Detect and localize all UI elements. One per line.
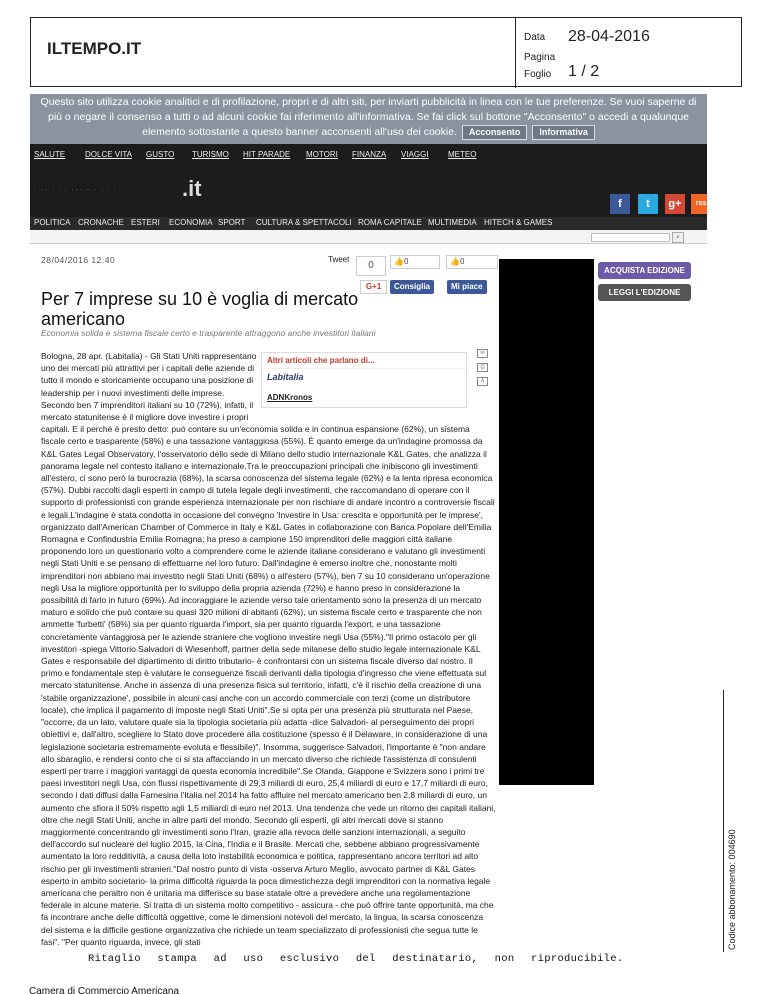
nav-esteri[interactable]: ESTERI bbox=[131, 218, 160, 227]
cookie-text: Questo sito utilizza cookie analitici e di profilazione, propri e di altri siti, per inviarti pubblicità in linea con le tue preferenze. Se vuoi saperne di più o negare il consenso a tutti o ad alcuni cookie fai riferimento all'informativa. Se fai click sul bottone "Acconsento" o accedi a qualunque elemento sottostante a questo banner acconsenti all'uso dei cookie. bbox=[40, 96, 697, 138]
article-body bbox=[41, 350, 496, 948]
site-logo[interactable] bbox=[33, 174, 205, 206]
fb-recommend-button[interactable]: Consiglia bbox=[390, 280, 434, 294]
source-organization: Camera di Commercio Americana bbox=[29, 986, 180, 994]
article-body-text: Bologna, 28 apr. (Labitalia) - Gli Stati Uniti rappresentano uno dei mercati più attrattivi per i capitali delle aziende di tutto il mondo e storicamente occupano una posizione di leadership per i nuovi investimenti delle imprese. Secondo ben 7 imprenditori italiani su 10 (72%), infatti, il mercato statunitense è il migliore dove investire i propri capitali. E il perché è presto detto: può contare su un'economia solida e in continua espansione (62%), un sistema fiscale certo e trasparente (58%) e una tassazione vantaggiosa (55%). È quanto emerge da un'indagine promossa da K&L Gates Legal Observatory, l'osservatorio dello sede di Milano dello studio internazionale K&L Gates, che analizza il panorama legale nel contesto italiano e internazionale.Tra le preoccupazioni principali che inibiscono gli investimenti all'estero, ci sono però la burocrazia (68%), la scarsa conoscenza del sistema legale (62%) e la lenta ripresa economica (57%). Dubbi raccolti dagli esperti in campo di tutela legale degli investimenti, che raccomandano di operare con il supporto di professionisti con grande esperienza internazionale per non rischiare di andare incontro a controversie fiscali e legali.L'indagine è stata condotta in occasione del convegno 'Investire in Usa: crescita e opportunità per le imprese', organizzato dall'American Chamber of Commerce in Italy e K&L Gates in collaborazione con Banca Popolare dell'Emilia Romagna e Confindustria Emilia Romagna; ha preso a campione 150 imprenditori delle maggiori città italiane proponendo loro un questionario volto a comprendere come le aziende italiane considerano e valutano gli investimenti negli Stati Uniti e se pensano di effettuarne nel loro futuro. Dall'indagine è emerso inoltre che, nonostante molti imprenditori non abbiano mai investito negli Stati Uniti (68%) o all'estero (57%), ben 7 su 10 considerano un'operazione negli Usa la migliore opportunità per lo sviluppo della propria azienda (72%) e hanno preso in considerazione la possibilità di farlo in futuro (69%). Ad incoraggiare le aziende verso tale orientamento sono la presenza di un mercato maturo e solido che può contare su quasi 320 milioni di abitanti (62%), un sistema fiscale certo e trasparente che non ammette 'furbetti' (58%) sia per quanto riguarda l'import, sia per quanto riguarda l'export, e una tassazione concretamente vantaggiosa per le aziende straniere che vogliono investire negli Usa (55%)."Il primo ostacolo per gli investitori -spiega Vittorio Salvadori di Wiesenhoff, partner della sede milanese dello studio legale internazionale K&L Gates e responsabile del dipartimento di diritto tributario- è confrontarsi con un sistema fiscale diverso dal nostro. Il primo e fondamentale step è valutare le conseguenze fiscali derivanti dalla tipologia d'ingresso che viene effettuata sul mercato statunitense. Anche in assenza di una presenza fisica sul territorio, infatti, c'è il rischio della creazione di una 'stabile organizzazione', possibile in alcuni casi anche con un accordo commerciale con terzi (come un distributore locale), che implica il pagamento di imposte negli Stati Uniti".Se si opta per una presenza più strutturata nel Paese, "occorre, da un lato, valutare quale sia la tipologia societaria più adatta -dice Salvadori- al perseguimento dei propri obiettivi e, dall'altro, scegliere lo Stato dove procedere alla costituzione (spesso è il Delaware, in considerazione di una legislazione societaria estremamente evoluta e flessibile)". Insomma, suggerisce Salvadori, l'importante è "non andare allo sbaraglio, e rendersi conto che ci si sta affacciando in un mercato diverso che richiede l'assistenza di consulenti esperti per trarre i maggiori vantaggi da questa economia incredibile".Se Olanda, Giappone e Svizzera sono i primi tre paesi investitori negli Usa, con flussi rispettivamente di 29,3 miliardi di euro, 25,4 miliardi di euro e 17,7 miliardi di euro, secondo i dati diffusi dalla Farnesina l'Italia nel 2014 ha fatto affluire nel mercato americano ben 2,8 miliardi di euro, un aumento che sfiora il 50% rispetto agli 1,5 miliardi di euro nel 2013. Una tendenza che vede un ritorno dei capitali italiani, oltre che negli Stati Uniti, anche in altre parti del mondo. Secondo gli esperti, gli altri mercati dove si stanno maggiormente concentrando gli investimenti sono l'Iran, grazie alla revoca delle sanzioni internazionali, a seguito dell'accordo sul nucleare del luglio 2015, la Cina, l'India e il Brasile. Mercati che, sebbene abbiano progressivamente aumentato la loro redditività, a causa della loto instabilità economica e politica, rappresentano ancora territori ad alto rischio per gli investimenti stranieri."Dal nostro punto di vista -osserva Arturo Meglio, avvocato partner di K&L Gates esperto in ambito societario- la prima difficoltà riguarda la poca dimestichezza degli imprenditori con la normativa legale americana che peraltro non è unitaria ma differisce su base statale oltre a prevedere anche una regolamentazione federale in alcune materie. Si tratta di un sistema molto competitivo - assicura - che può offrire tante opportunità, ma che fa incontrare anche delle difficoltà oggettive, come le dimensioni notevoli del mercato, la lingua, la scarsa conoscenza del sistema e la difficile gestione organizzativa che richiede un team specializzato di professionisti che segua tutte le fasi". "Per quanto riguarda, invece, gli stati bbox=[41, 351, 496, 947]
nav-hitech-games[interactable]: HITECH & GAMES bbox=[484, 218, 553, 227]
tweet-counter: 0 bbox=[356, 256, 386, 276]
divider bbox=[723, 690, 724, 952]
topnav-dolce-vita[interactable]: DOLCE VITA bbox=[85, 150, 132, 159]
search-icon[interactable]: ⌕ bbox=[672, 232, 684, 243]
like-count-2: 0 bbox=[459, 257, 465, 266]
logo-graphic: · ·· · ·· ··· · · ·· · bbox=[33, 184, 117, 194]
thumb-icon: 👍 bbox=[450, 257, 460, 266]
article-subtitle: Economia solida e sistema fiscale certo e trasparente attraggono anche investitori italiani bbox=[41, 328, 376, 338]
subscription-code: Codice abbonamento: 004690 bbox=[727, 829, 737, 950]
rss-icon[interactable]: rss bbox=[691, 194, 707, 214]
nav-politica[interactable]: POLITICA bbox=[34, 218, 71, 227]
like-counter-2[interactable] bbox=[446, 255, 498, 269]
nav-cultura-spettacoli[interactable]: CULTURA & SPETTACOLI bbox=[256, 218, 352, 227]
thumb-icon: 👍 bbox=[394, 257, 404, 266]
webpage-clipping bbox=[30, 94, 707, 950]
topnav-hit-parade[interactable]: HIT PARADE bbox=[243, 150, 291, 159]
document-header bbox=[30, 17, 742, 87]
topnav-meteo[interactable]: METEO bbox=[448, 150, 477, 159]
topnav-salute[interactable]: SALUTE bbox=[34, 150, 66, 159]
page-label: Pagina bbox=[524, 52, 556, 63]
topnav-turismo[interactable]: TURISMO bbox=[192, 150, 229, 159]
reproduction-disclaimer: Ritaglio stampa ad uso esclusivo del destinatario, non riproducibile. bbox=[88, 953, 624, 965]
section-nav bbox=[30, 217, 707, 230]
logo-suffix: .it bbox=[182, 176, 202, 201]
topnav-gusto[interactable]: GUSTO bbox=[146, 150, 175, 159]
cookie-banner bbox=[30, 94, 707, 144]
like-count-1: 0 bbox=[403, 257, 409, 266]
like-counter-1[interactable] bbox=[390, 255, 440, 269]
read-edition-button[interactable]: LEGGI L'EDIZIONE bbox=[598, 284, 691, 301]
sheet-value: 1 / 2 bbox=[568, 63, 600, 80]
related-item-labitalia[interactable]: Labitalia bbox=[267, 372, 304, 382]
article-headline: Per 7 imprese su 10 è voglia di mercato americano bbox=[41, 289, 359, 329]
nav-roma-capitale[interactable]: ROMA CAPITALE bbox=[358, 218, 422, 227]
google-plus-one-button[interactable]: G+1 bbox=[360, 280, 387, 294]
search-input[interactable] bbox=[591, 233, 670, 242]
sheet-label: Foglio bbox=[524, 69, 552, 80]
nav-economia[interactable]: ECONOMIA bbox=[169, 218, 213, 227]
nav-cronache[interactable]: CRONACHE bbox=[78, 218, 124, 227]
email-icon[interactable]: ✉ bbox=[477, 349, 488, 358]
related-title: Altri articoli che parlano di... bbox=[262, 353, 466, 369]
nav-multimedia[interactable]: MULTIMEDIA bbox=[428, 218, 477, 227]
print-icon[interactable]: ⎙ bbox=[477, 363, 488, 372]
article-datetime: 28/04/2016 12:40 bbox=[41, 255, 116, 265]
text-size-icon[interactable]: A bbox=[477, 377, 488, 386]
topnav-motori[interactable]: MOTORI bbox=[306, 150, 338, 159]
cookie-info-button[interactable]: Informativa bbox=[532, 125, 595, 140]
topnav-viaggi[interactable]: VIAGGI bbox=[401, 150, 429, 159]
related-articles-box bbox=[261, 352, 467, 408]
video-player[interactable] bbox=[499, 259, 594, 785]
date-value: 28-04-2016 bbox=[568, 28, 650, 45]
tweet-label[interactable]: Tweet bbox=[328, 255, 350, 264]
facebook-icon[interactable]: f bbox=[610, 194, 630, 214]
related-item-adnkronos[interactable]: ADNKronos bbox=[267, 393, 313, 402]
nav-sport[interactable]: SPORT bbox=[218, 218, 246, 227]
buy-edition-button[interactable]: ACQUISTA EDIZIONE bbox=[598, 262, 691, 279]
twitter-icon[interactable]: t bbox=[638, 194, 658, 214]
header-meta bbox=[515, 18, 743, 88]
date-label: Data bbox=[524, 32, 546, 43]
publication-name: ILTEMPO.IT bbox=[47, 39, 142, 58]
google-plus-icon[interactable]: g+ bbox=[665, 194, 685, 214]
topnav-finanza[interactable]: FINANZA bbox=[352, 150, 387, 159]
accept-cookies-button[interactable]: Acconsento bbox=[462, 125, 528, 140]
fb-like-button[interactable]: Mi piace bbox=[447, 280, 487, 294]
